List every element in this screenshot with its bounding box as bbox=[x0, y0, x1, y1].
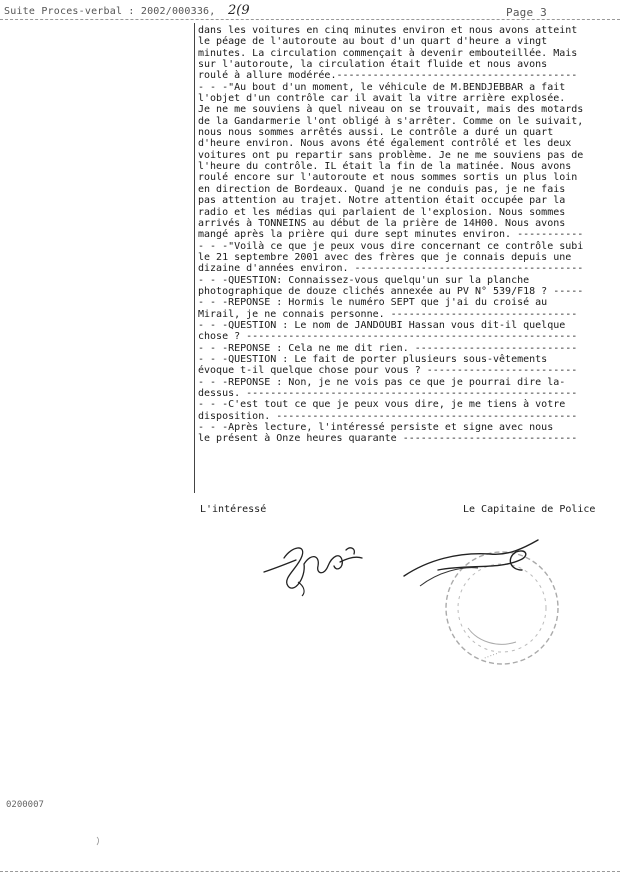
statement-line: le péage de l'autoroute au bout d'un quart d'heure a vingt bbox=[198, 36, 548, 48]
statement-line: roulé encore sur l'autoroute et nous sommes sortis un plus loin bbox=[198, 172, 578, 184]
statement-line: - - -QUESTION : Le fait de porter plusieurs sous-vêtements bbox=[198, 353, 548, 365]
header-document-reference: Suite Proces-verbal : 2002/000336, bbox=[4, 6, 216, 17]
signature-label-captain: Le Capitaine de Police bbox=[463, 504, 596, 515]
statement-line: dans les voitures en cinq minutes environ et nous avons atteint bbox=[198, 25, 578, 36]
signature-label-witness: L'intéressé bbox=[200, 504, 267, 515]
statement-line: de la Gandarmerie l'ont obligé à s'arrêter. Comme on le suivait, bbox=[198, 115, 584, 127]
statement-line: Je ne me souviens à quel niveau on se trouvait, mais des motards bbox=[198, 104, 584, 116]
statement-line: radio et les médias qui parlaient de l'explosion. Nous sommes bbox=[198, 206, 566, 218]
statement-line: voitures ont pu repartir sans problème. Je ne me souviens pas de bbox=[198, 149, 584, 161]
statement-line: en direction de Bordeaux. Quand je ne conduis pas, je ne fais bbox=[198, 183, 566, 195]
svg-text:·····: ····· bbox=[481, 647, 500, 663]
header-divider bbox=[0, 19, 620, 20]
footer-divider bbox=[0, 871, 620, 872]
statement-line: - - -QUESTION : Le nom de JANDOUBI Hassan vous dit-il quelque bbox=[198, 319, 566, 331]
statement-body bbox=[198, 25, 612, 445]
statement-line: évoque t-il quelque chose pour vous ? ------------------------- bbox=[198, 365, 578, 377]
statement-line: - - -REPONSE : Cela ne me dit rien. --------------------------- bbox=[198, 342, 578, 354]
margin-rule bbox=[194, 23, 195, 493]
statement-line: - - -C'est tout ce que je peux vous dire, je me tiens à votre bbox=[198, 399, 566, 411]
statement-line: - - -"Voilà ce que je peux vous dire concernant ce contrôle subi bbox=[198, 240, 584, 252]
header-handwritten-number: 2(9 bbox=[228, 3, 250, 18]
official-stamp bbox=[398, 530, 568, 670]
statement-line: pas attention au trajet. Notre attention était occupée par la bbox=[198, 195, 566, 207]
statement-line: mangé après la prière qui dure sept minutes environ. ----------- bbox=[198, 229, 584, 241]
statement-line: arrivés à TONNEINS au début de la prière de 14H00. Nous avons bbox=[198, 217, 566, 229]
statement-line: le 21 septembre 2001 avec des frères que je connais depuis une bbox=[198, 251, 572, 263]
statement-line: roulé à allure modérée.---------------------------------------- bbox=[198, 70, 578, 82]
statement-line: nous nous sommes arrêtés aussi. Le contrôle a duré un quart bbox=[198, 127, 554, 139]
statement-line: - - -"Au bout d'un moment, le véhicule de M.BENDJEBBAR a fait bbox=[198, 81, 566, 93]
statement-line: - - -REPONSE : Hormis le numéro SEPT que j'ai du croisé au bbox=[198, 297, 548, 309]
statement-line: disposition. -------------------------------------------------- bbox=[198, 410, 578, 422]
statement-line: - - -QUESTION: Connaissez-vous quelqu'un sur la planche bbox=[198, 274, 530, 286]
statement-line: - - -Après lecture, l'intéressé persiste et signe avec nous bbox=[198, 422, 554, 434]
statement-line: l'heure du contrôle. IL était la fin de la matinée. Nous avons bbox=[198, 161, 572, 173]
scan-mark bbox=[96, 836, 100, 846]
statement-line: Mirail, je ne connais personne. ------------------------------- bbox=[198, 308, 578, 320]
statement-line: chose ? ------------------------------------------------------- bbox=[198, 331, 578, 343]
statement-line: minutes. La circulation commençait à devenir embouteillée. Mais bbox=[198, 47, 578, 59]
handwritten-signature bbox=[262, 538, 372, 598]
statement-line: l'objet d'un contrôle car il avait la vitre arrière explosée. bbox=[198, 93, 566, 105]
statement-line: d'heure environ. Nous avons été également contrôlé et les deux bbox=[198, 138, 572, 150]
margin-reference-number: 0200007 bbox=[6, 800, 44, 810]
statement-line: dessus. ------------------------------------------------------- bbox=[198, 388, 578, 399]
header-page-number: Page 3 bbox=[506, 6, 547, 19]
statement-line: le présent à Onze heures quarante ----------------------------- bbox=[198, 433, 578, 445]
statement-line: sur l'autoroute, la circulation était fluide et nous avons bbox=[198, 59, 548, 71]
statement-line: photographique de douze clichés annexée au PV N° 539/F18 ? ----- bbox=[198, 285, 584, 297]
statement-line: dizaine d'années environ. -------------------------------------- bbox=[198, 263, 584, 275]
statement-line: - - -REPONSE : Non, je ne vois pas ce que je pourrai dire la- bbox=[198, 376, 566, 388]
